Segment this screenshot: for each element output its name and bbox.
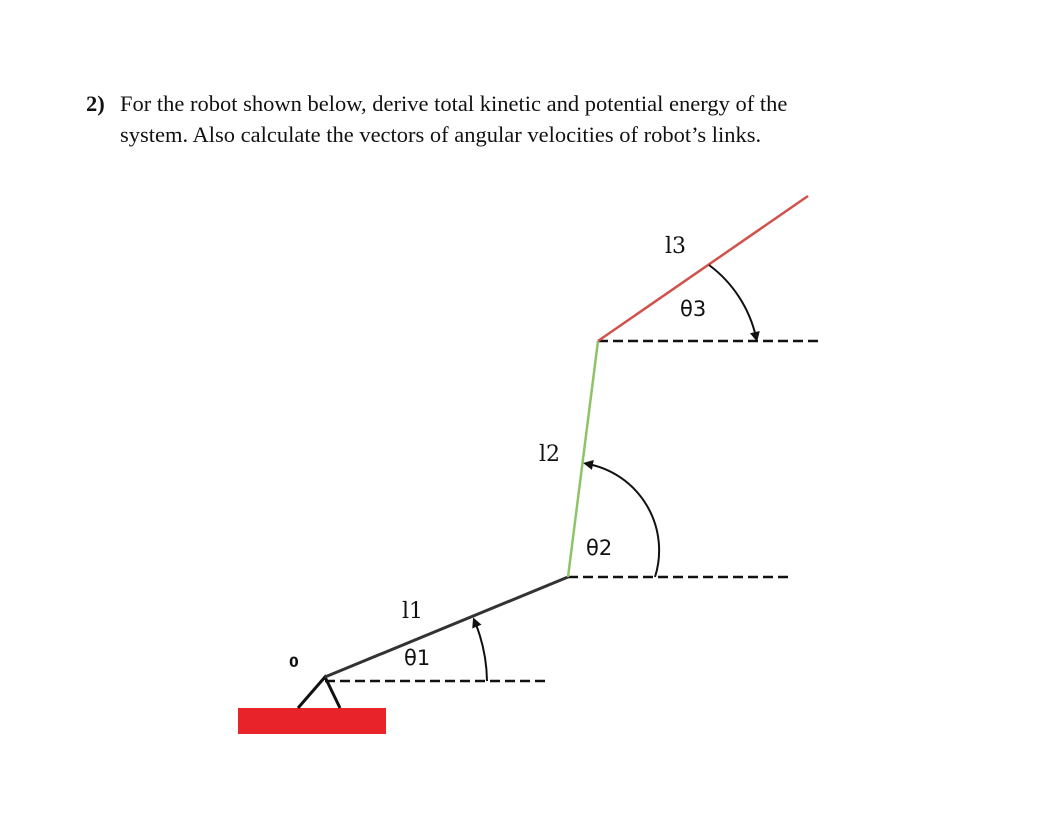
angle-1-label: θ1: [404, 646, 431, 670]
angle-3-label: θ3: [680, 297, 707, 321]
link-2-label: l2: [539, 442, 561, 467]
angle-arc-3: [709, 265, 756, 337]
question-line-1: For the robot shown below, derive total kinetic and potential energy of the: [120, 91, 788, 116]
ground-base: [238, 708, 386, 734]
link-1-label: l1: [402, 599, 424, 624]
question-line-2: system. Also calculate the vectors of angular velocities of robot’s links.: [120, 122, 762, 147]
origin-label: 0: [289, 655, 299, 671]
link-1: [325, 577, 568, 677]
link-3-label: l3: [665, 234, 687, 259]
angle-2-label: θ2: [586, 536, 613, 560]
angle-arc-2: [588, 464, 659, 577]
question-number: 2): [86, 91, 105, 116]
angle-arc-1: [475, 622, 487, 681]
